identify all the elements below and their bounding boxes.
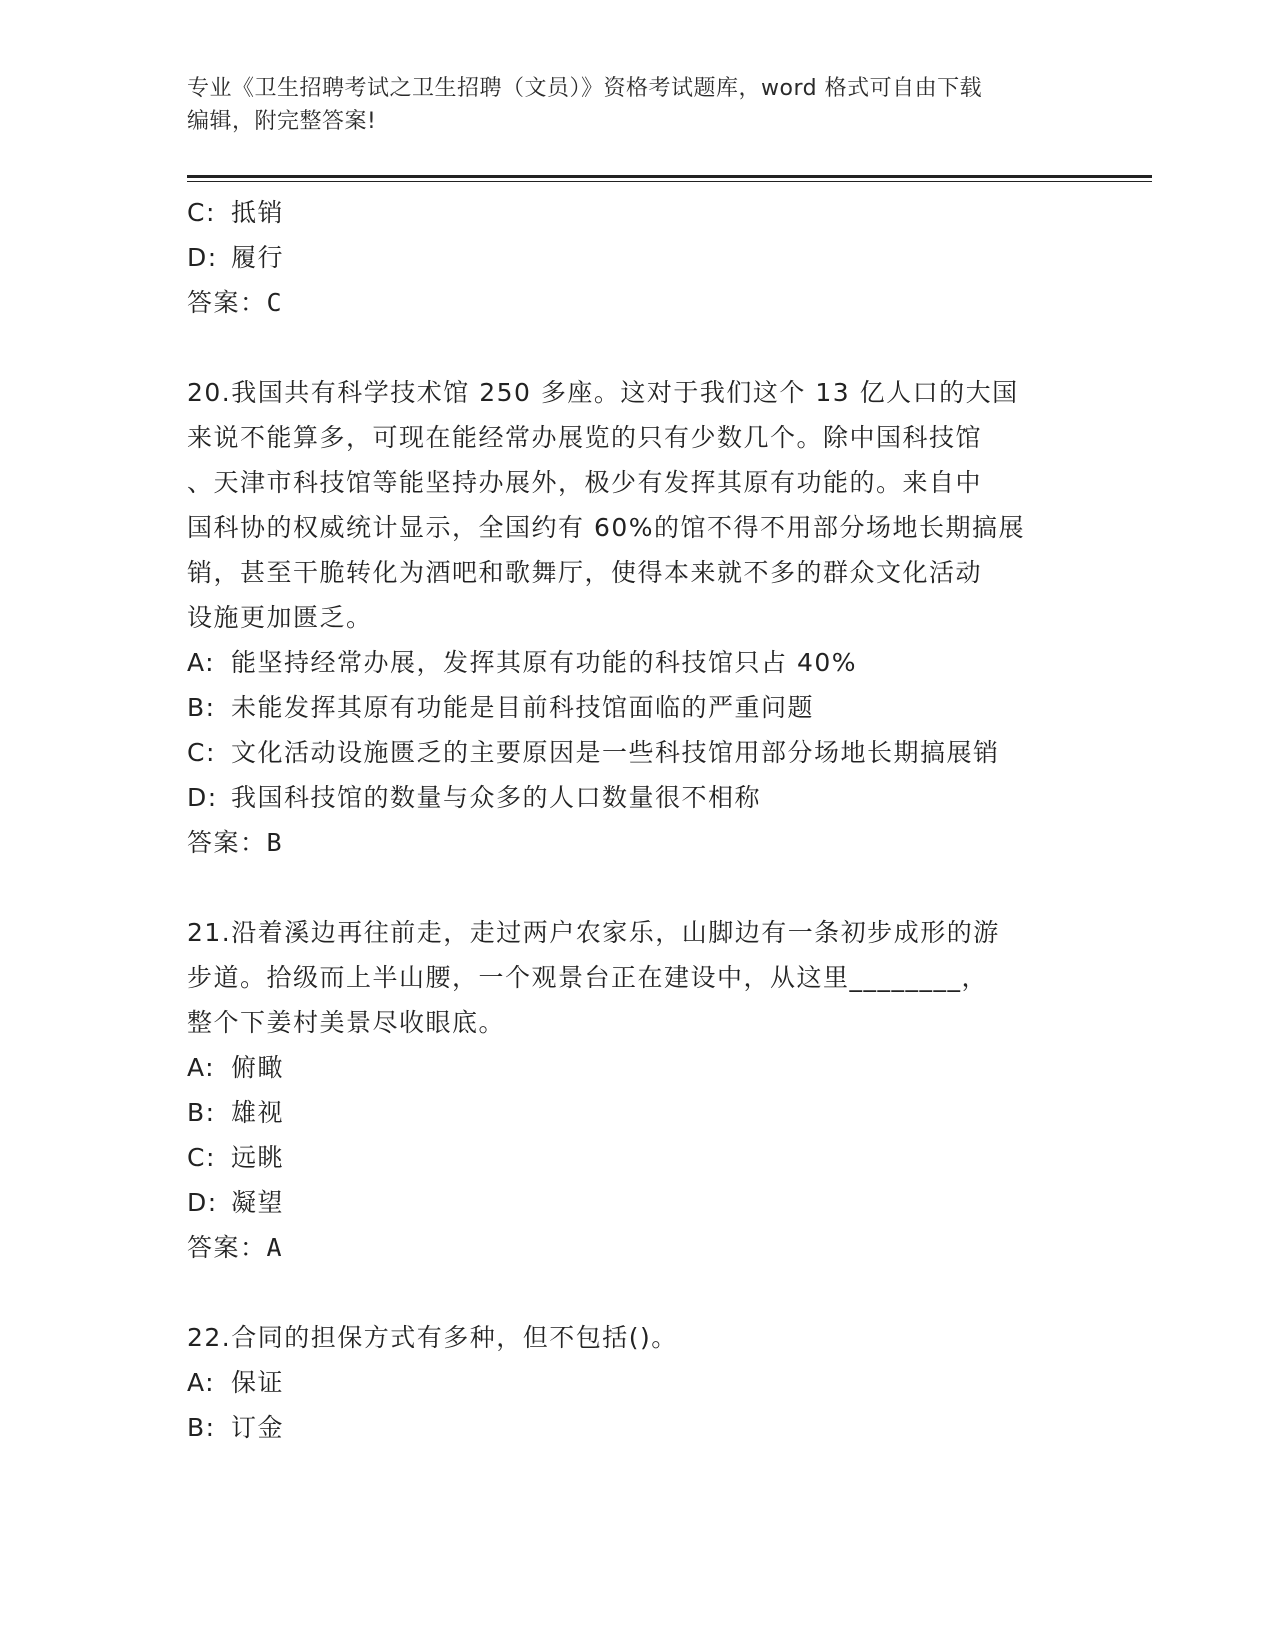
option-a: [187, 1360, 1087, 1405]
question-text-line: 销，甚至干脆转化为酒吧和歌舞厅，使得本来就不多的群众文化活动: [187, 558, 983, 587]
question-22: [187, 1315, 1087, 1450]
option-b: [187, 1405, 1087, 1450]
option-key: D:: [187, 1188, 218, 1217]
option-a: [187, 640, 1087, 685]
option-text: 订金: [231, 1413, 285, 1442]
option-key: C:: [187, 1143, 216, 1172]
header-line-2: 编辑，附完整答案!: [187, 109, 377, 134]
answer-label: 答案：: [187, 828, 267, 857]
question-text-line: 、天津市科技馆等能坚持办展外，极少有发挥其原有功能的。来自中: [187, 468, 983, 497]
option-text: 雄视: [231, 1098, 285, 1127]
option-key: B:: [187, 693, 216, 722]
document-header: [187, 72, 1087, 138]
answer-label: 答案：: [187, 1233, 267, 1262]
option-text: 保证: [231, 1368, 285, 1397]
option-c: [187, 730, 1087, 775]
option-key: C:: [187, 738, 216, 767]
option-key: C:: [187, 198, 216, 227]
question-text-line: 整个下姜村美景尽收眼底。: [187, 1008, 506, 1037]
option-key: A:: [187, 648, 216, 677]
document-body: [187, 190, 1087, 1450]
option-key: D:: [187, 783, 218, 812]
question-text-line: 22.合同的担保方式有多种，但不包括()。: [187, 1323, 678, 1352]
option-b: [187, 685, 1087, 730]
option-text: 凝望: [231, 1188, 285, 1217]
question-text-line: 20.我国共有科学技术馆 250 多座。这对于我们这个 13 亿人口的大国: [187, 378, 1019, 407]
option-key: B:: [187, 1098, 216, 1127]
option-b: [187, 1090, 1087, 1135]
option-text: 俯瞰: [231, 1053, 285, 1082]
option-c: [187, 190, 1087, 235]
question-text-line: 设施更加匮乏。: [187, 603, 373, 632]
option-text: 履行: [231, 243, 285, 272]
option-text: 文化活动设施匮乏的主要原因是一些科技馆用部分场地长期搞展销: [231, 738, 1000, 767]
question-text-line: 来说不能算多，可现在能经常办展览的只有少数几个。除中国科技馆: [187, 423, 983, 452]
option-a: [187, 1045, 1087, 1090]
option-key: A:: [187, 1368, 216, 1397]
option-text: 能坚持经常办展，发挥其原有功能的科技馆只占 40%: [231, 648, 858, 677]
question-21: [187, 910, 1087, 1270]
option-text: 未能发挥其原有功能是目前科技馆面临的严重问题: [231, 693, 815, 722]
option-d: [187, 775, 1087, 820]
answer-value: C: [266, 288, 284, 317]
option-text: 我国科技馆的数量与众多的人口数量很不相称: [231, 783, 762, 812]
option-d: [187, 235, 1087, 280]
answer-label: 答案：: [187, 288, 267, 317]
answer: [187, 280, 1087, 325]
option-text: 远眺: [231, 1143, 285, 1172]
option-key: B:: [187, 1413, 216, 1442]
question-20: [187, 370, 1087, 865]
header-divider-thick: [187, 175, 1152, 178]
answer: [187, 1225, 1087, 1270]
question-text-line: 步道。拾级而上半山腰，一个观景台正在建设中，从这里________，: [187, 963, 989, 992]
option-key: D:: [187, 243, 218, 272]
answer: [187, 820, 1087, 865]
answer-value: A: [266, 1233, 284, 1262]
header-line-1: 专业《卫生招聘考试之卫生招聘（文员）》资格考试题库，word 格式可自由下载: [187, 76, 983, 101]
option-text: 抵销: [231, 198, 285, 227]
question-19-tail: [187, 190, 1087, 325]
answer-value: B: [266, 828, 284, 857]
question-text-line: 21.沿着溪边再往前走，走过两户农家乐，山脚边有一条初步成形的游: [187, 918, 1000, 947]
option-d: [187, 1180, 1087, 1225]
question-text-line: 国科协的权威统计显示，全国约有 60%的馆不得不用部分场地长期搞展: [187, 513, 1026, 542]
option-c: [187, 1135, 1087, 1180]
header-divider-thin: [187, 181, 1152, 182]
option-key: A:: [187, 1053, 216, 1082]
